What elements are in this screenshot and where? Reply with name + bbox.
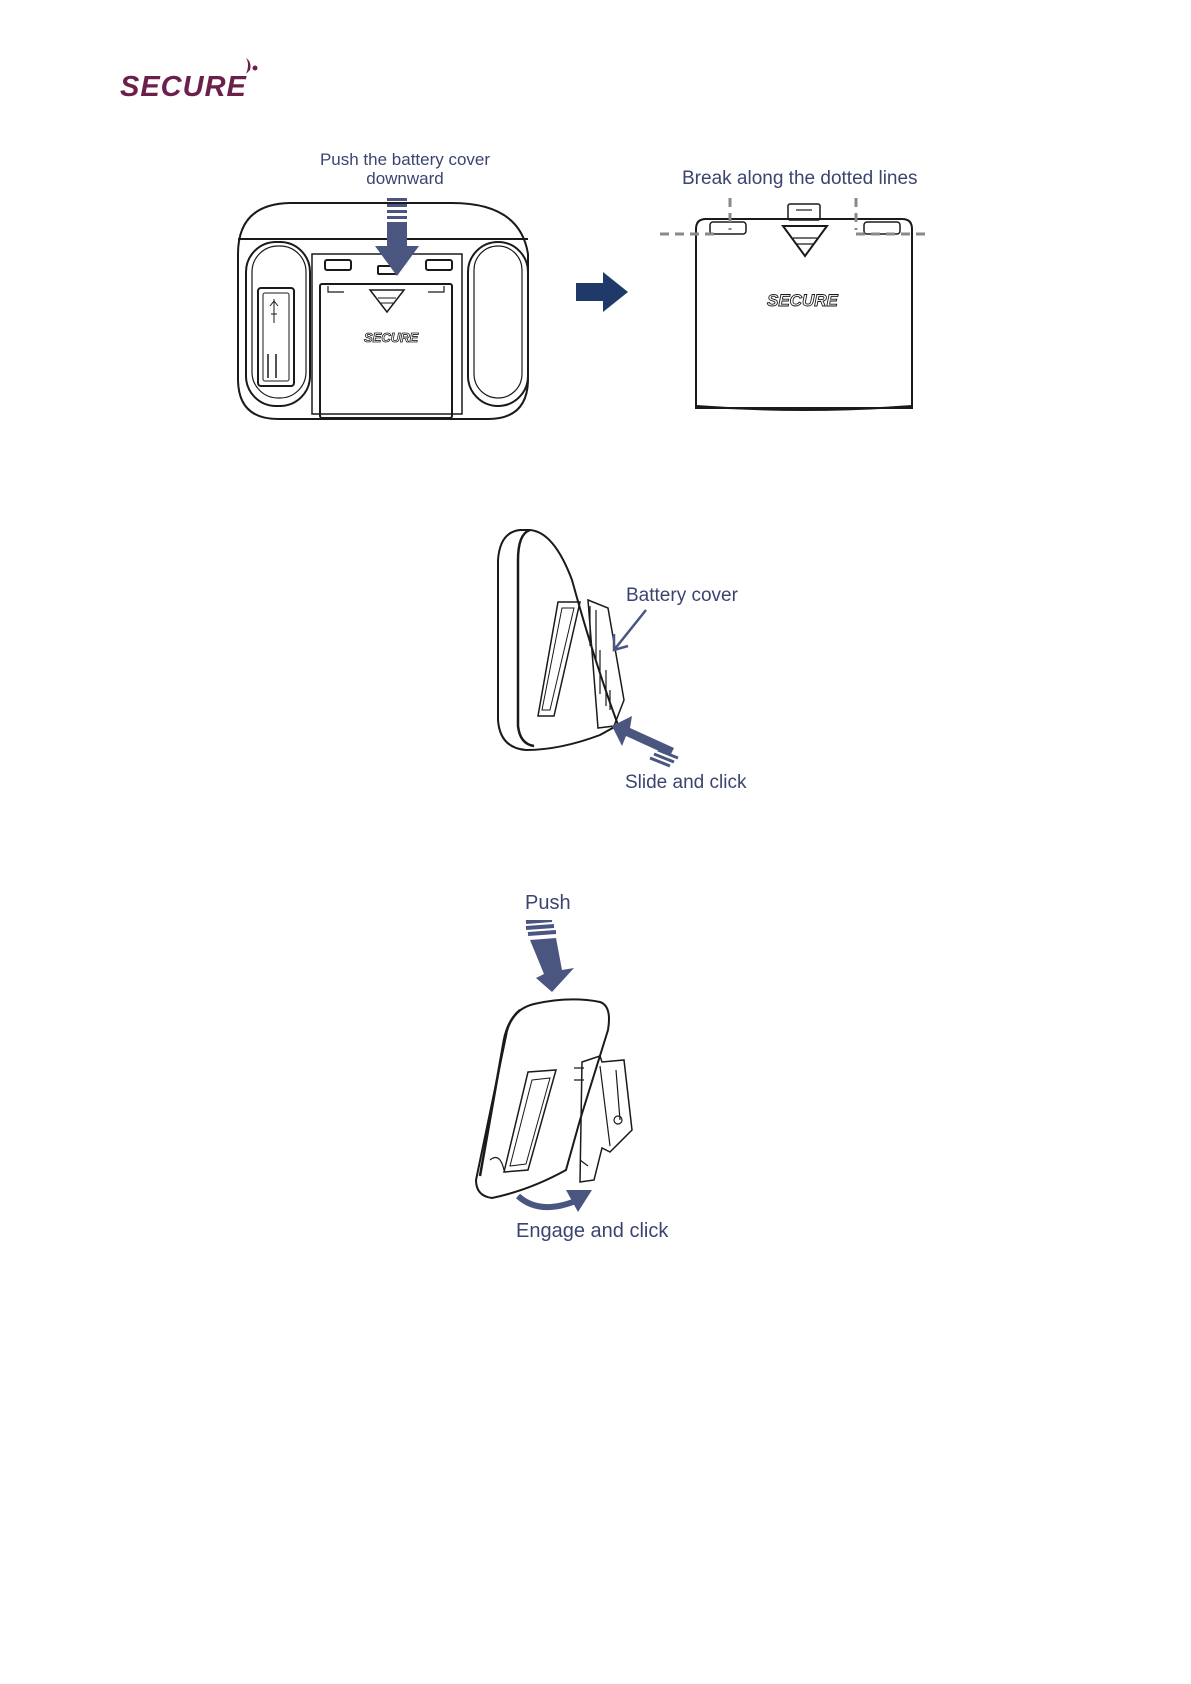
push-down-arrow [375, 198, 419, 276]
engage-click-label: Engage and click [516, 1220, 669, 1242]
push-label: Push [525, 892, 571, 914]
device-side-outline [498, 530, 618, 750]
battery-cover-side [588, 600, 624, 728]
engage-curved-arrow [518, 1190, 592, 1212]
cover-logo-large: SECURE [767, 291, 838, 310]
figure-device-back [230, 194, 950, 424]
push-cover-label-line1: Push the battery cover [319, 150, 491, 169]
figure-push-engage [470, 920, 670, 1220]
slide-arrow [612, 716, 678, 766]
device-tilted-outline [476, 999, 609, 1198]
slide-click-label: Slide and click [625, 772, 747, 793]
battery-cover-tilted [580, 1056, 632, 1182]
battery-cover-pointer [614, 610, 646, 650]
push-arrow [526, 920, 574, 992]
battery-cover-installed [320, 284, 452, 418]
secure-logo [118, 54, 268, 104]
break-dotted-label: Break along the dotted lines [682, 168, 918, 189]
figure-side-slide [490, 520, 690, 770]
push-cover-label [300, 150, 510, 188]
logo-wordmark: SECURE [120, 71, 247, 103]
battery-cover-label: Battery cover [626, 585, 738, 606]
right-pod [468, 242, 528, 406]
right-arrow [576, 272, 628, 312]
cover-logo-small: SECURE [364, 330, 419, 345]
push-cover-label-line2: downward [366, 169, 444, 188]
